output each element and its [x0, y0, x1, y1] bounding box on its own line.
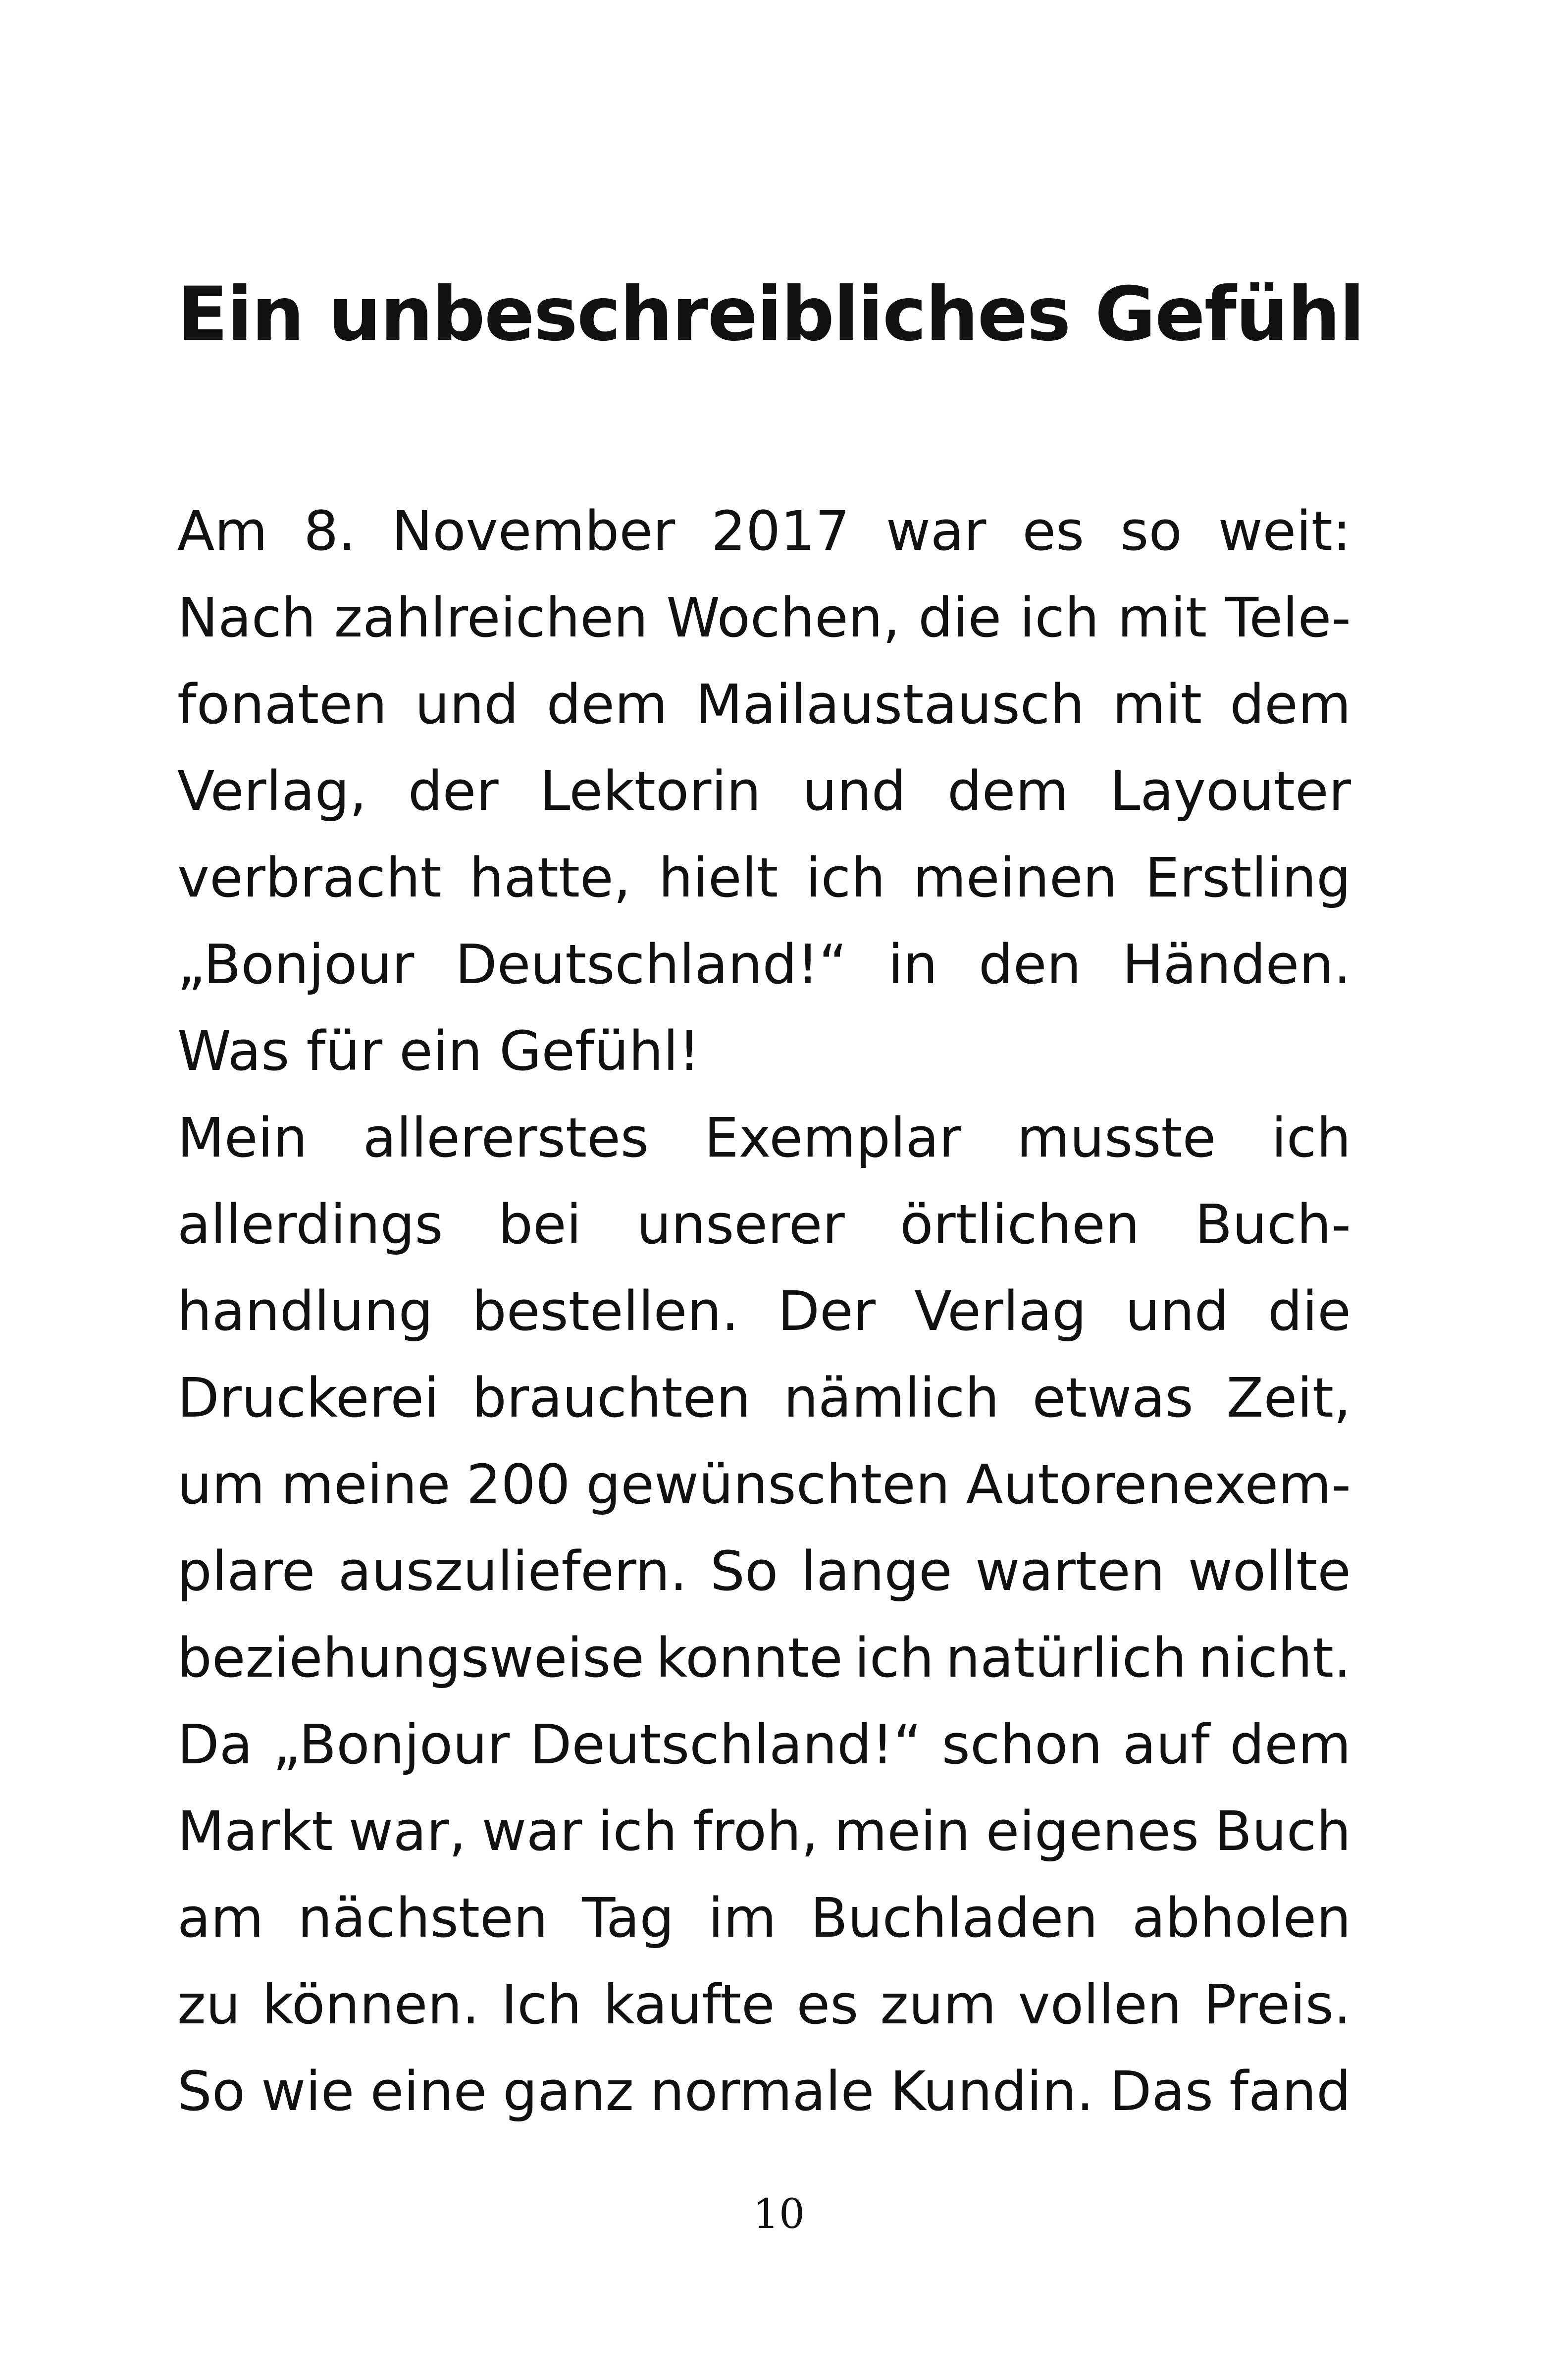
word: ich	[1019, 586, 1099, 649]
word: hielt	[658, 846, 779, 909]
word: Verlag,	[177, 759, 367, 823]
word: lange	[801, 1539, 952, 1603]
word: Gefühl!	[499, 1019, 700, 1083]
word: mein	[834, 1799, 971, 1863]
word: den	[979, 933, 1082, 996]
word: weit:	[1218, 499, 1351, 563]
word: Da	[177, 1713, 253, 1776]
word: Am	[177, 499, 268, 563]
word: bestellen.	[471, 1279, 739, 1343]
word: meine	[280, 1453, 451, 1516]
word: etwas	[1032, 1366, 1194, 1429]
word: Tag	[582, 1886, 675, 1950]
word: nächsten	[298, 1886, 548, 1950]
word: Buchladen	[810, 1886, 1098, 1950]
text-line	[177, 748, 1351, 835]
word: ich	[854, 1626, 934, 1690]
word: allererstes	[363, 1106, 649, 1169]
text-line	[177, 1788, 1351, 1875]
word: Was	[177, 1019, 290, 1083]
word: Lektorin	[540, 759, 761, 823]
word: wie	[261, 2060, 355, 2123]
word: die	[918, 586, 1002, 649]
word: bei	[498, 1193, 582, 1256]
word: schon	[941, 1713, 1103, 1776]
text-line	[177, 1615, 1351, 1701]
word: können.	[262, 1973, 480, 2036]
word: Deutschland!“	[529, 1713, 922, 1776]
word: beziehungsweise	[177, 1626, 644, 1690]
word: dem	[1230, 673, 1351, 736]
word: hatte,	[469, 846, 631, 909]
word: ganz	[503, 2060, 634, 2123]
word: eine	[370, 2060, 487, 2123]
word: Zeit,	[1226, 1366, 1351, 1429]
word: Mailaustausch	[695, 673, 1085, 736]
word: brauchten	[472, 1366, 751, 1429]
text-line	[177, 1701, 1351, 1788]
text-line	[177, 1528, 1351, 1615]
text-line	[177, 661, 1351, 748]
word: um	[177, 1453, 265, 1516]
word: Autorenexem-	[966, 1453, 1351, 1516]
word: warten	[975, 1539, 1165, 1603]
body-text	[177, 488, 1351, 2135]
word: Buch-	[1194, 1193, 1351, 1256]
word: ich	[597, 1799, 677, 1863]
word: im	[708, 1886, 777, 1950]
word: Das	[1109, 2060, 1214, 2123]
word: Preis.	[1203, 1973, 1351, 2036]
word: allerdings	[177, 1193, 443, 1256]
word: Buch	[1214, 1799, 1351, 1863]
word: Wochen,	[666, 586, 900, 649]
word: 2017	[711, 499, 850, 563]
word: fand	[1229, 2060, 1351, 2123]
word: nämlich	[783, 1366, 999, 1429]
text-line	[177, 2048, 1351, 2135]
text-line	[177, 835, 1351, 921]
word: Layouter	[1110, 759, 1351, 823]
word: der	[408, 759, 499, 823]
text-line	[177, 1008, 1351, 1095]
word: normale	[650, 2060, 875, 2123]
word: so	[1120, 499, 1182, 563]
word: kaufte	[603, 1973, 775, 2036]
word: 8.	[304, 499, 356, 563]
word: in	[888, 933, 938, 996]
word: war	[885, 499, 987, 563]
word: Exemplar	[704, 1106, 962, 1169]
word: am	[177, 1886, 264, 1950]
word: mit	[1117, 586, 1207, 649]
text-line	[177, 1441, 1351, 1528]
text-line	[177, 1355, 1351, 1441]
word: war	[481, 1799, 582, 1863]
text-line	[177, 575, 1351, 661]
chapter-heading: Ein unbeschreibliches Gefühl	[177, 271, 1364, 358]
word: froh,	[693, 1799, 819, 1863]
word: „Bonjour	[177, 933, 415, 996]
word: plare	[177, 1539, 315, 1603]
word: vollen	[1018, 1973, 1182, 2036]
text-line	[177, 488, 1351, 575]
word: dem	[947, 759, 1069, 823]
word: 200	[466, 1453, 571, 1516]
word: gewünschten	[586, 1453, 950, 1516]
word: zahlreichen	[334, 586, 648, 649]
word: November	[392, 499, 675, 563]
word: auszuliefern.	[338, 1539, 687, 1603]
word: und	[415, 673, 519, 736]
word: war,	[348, 1799, 467, 1863]
word: So	[177, 2060, 246, 2123]
word: es	[1022, 499, 1085, 563]
word: Markt	[177, 1799, 333, 1863]
word: Verlag	[914, 1279, 1087, 1343]
word: die	[1267, 1279, 1351, 1343]
word: Erstling	[1145, 846, 1351, 909]
word: ich	[1271, 1106, 1351, 1169]
word: es	[796, 1973, 859, 2036]
word: nicht.	[1198, 1626, 1351, 1690]
word: Der	[778, 1279, 876, 1343]
word: Druckerei	[177, 1366, 439, 1429]
word: ein	[399, 1019, 483, 1083]
word: Händen.	[1122, 933, 1351, 996]
word: abholen	[1132, 1886, 1351, 1950]
word: Mein	[177, 1106, 308, 1169]
word: fonaten	[177, 673, 387, 736]
word: handlung	[177, 1279, 433, 1343]
text-line	[177, 1268, 1351, 1355]
word: So	[710, 1539, 779, 1603]
word: Deutschland!“	[455, 933, 847, 996]
word: Ich	[501, 1973, 582, 2036]
text-line	[177, 1181, 1351, 1268]
text-line	[177, 1875, 1351, 1961]
word: Nach	[177, 586, 316, 649]
word: wollte	[1188, 1539, 1351, 1603]
word: zu	[177, 1973, 241, 2036]
word: verbracht	[177, 846, 442, 909]
page-number: 10	[753, 2191, 805, 2238]
word: natürlich	[945, 1626, 1187, 1690]
text-line	[177, 1095, 1351, 1181]
word: zum	[880, 1973, 996, 2036]
word: örtlichen	[900, 1193, 1140, 1256]
word: mit	[1112, 673, 1202, 736]
word: dem	[1230, 1713, 1351, 1776]
word: und	[802, 759, 906, 823]
word: und	[1125, 1279, 1229, 1343]
text-line	[177, 921, 1351, 1008]
word: konnte	[656, 1626, 843, 1690]
word: unserer	[636, 1193, 845, 1256]
word: ich	[806, 846, 885, 909]
text-line	[177, 1961, 1351, 2048]
word: für	[306, 1019, 383, 1083]
word: dem	[546, 673, 668, 736]
word: musste	[1017, 1106, 1216, 1169]
word: meinen	[913, 846, 1118, 909]
word: „Bonjour	[272, 1713, 510, 1776]
word: eigenes	[986, 1799, 1199, 1863]
word: auf	[1122, 1713, 1210, 1776]
word: Kundin.	[890, 2060, 1094, 2123]
word: Tele-	[1225, 586, 1351, 649]
